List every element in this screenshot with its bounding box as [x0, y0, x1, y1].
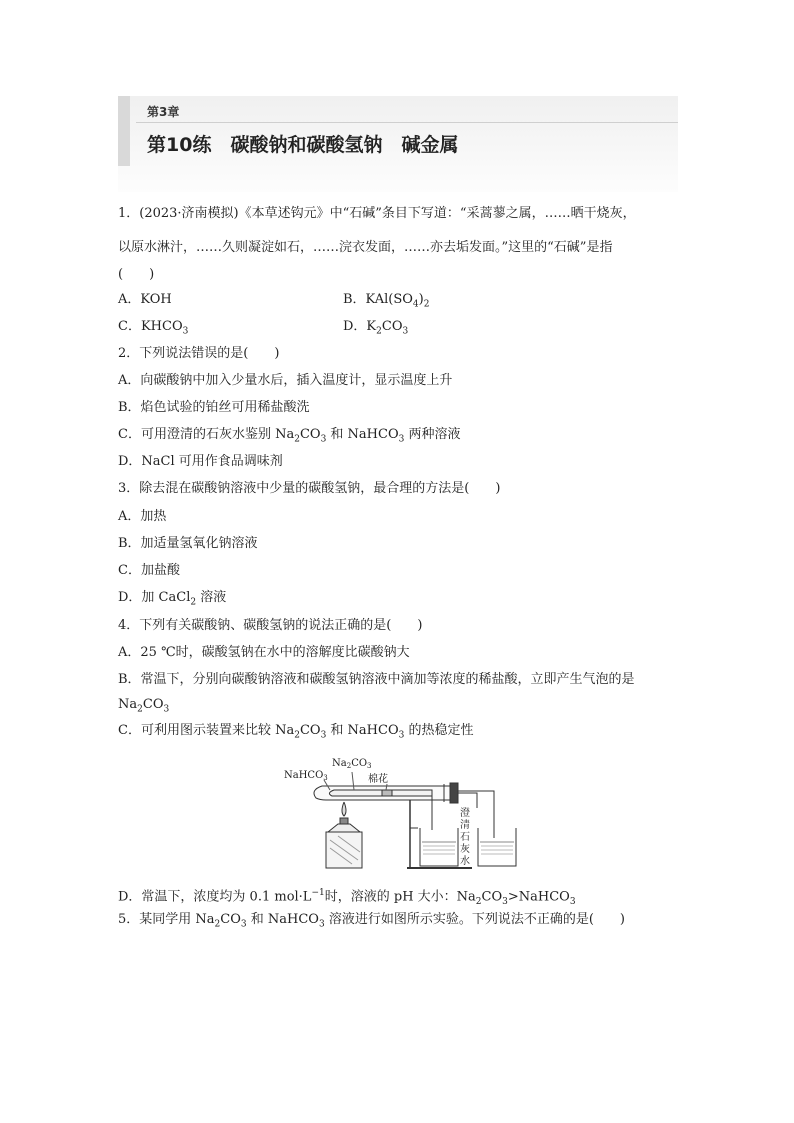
q3-option-c: C．加盐酸 [118, 563, 180, 578]
q4-option-a: A．25 ℃时，碳酸氢钠在水中的溶解度比碳酸钠大 [118, 645, 410, 660]
q3-stem: 3．除去混在碳酸钠溶液中少量的碳酸氢钠，最合理的方法是( ) [118, 481, 501, 496]
q1-line-3: ( ) [118, 267, 155, 282]
q1-option-c: C．$KHCO_3$ [118, 319, 189, 337]
q4-stem: 4．下列有关碳酸钠、碳酸氢钠的说法正确的是( ) [118, 618, 423, 633]
figure-label-limewater-3: 石 [460, 832, 470, 843]
q4-option-b-line-2: $Na_2CO_3$ [118, 697, 170, 715]
q5-stem: 5．某同学用 $Na_2CO_3$ 和 NaHCO$_3$ 溶液进行如图所示实验。下列说法不正确的是( ) [118, 912, 625, 930]
q2-option-b: B．焰色试验的铂丝可用稀盐酸洗 [118, 400, 310, 415]
q2-option-a: A．向碳酸钠中加入少量水后，插入温度计，显示温度上升 [118, 373, 453, 388]
figure-label-limewater-2: 清 [460, 820, 470, 831]
q3-option-b: B．加适量氢氧化钠溶液 [118, 536, 258, 551]
figure-label-cotton: 棉花 [368, 774, 388, 785]
q4-option-d: D．常温下，浓度均为 0.1 $mol\cdot L^{-1}$时，溶液的 pH 大小：$Na_2CO_3>NaHCO_3$ [118, 888, 576, 907]
figure-label-na2co3: $Na_2CO_3$ [332, 758, 372, 770]
header-divider [136, 122, 678, 123]
figure-label-limewater-1: 澄 [460, 808, 470, 819]
figure-label-limewater-4: 灰 [460, 844, 470, 855]
q1-option-b: B．$KAl(SO_4)_2$ [343, 292, 430, 310]
q1-line-1: 1．(2023·济南模拟)《本草述钩元》中“石碱”条目下写道：“采蒿蓼之属，……晒干烧灰， [118, 206, 636, 221]
figure-label-limewater-5: 水 [460, 856, 470, 867]
q3-option-a: A．加热 [118, 509, 167, 524]
chapter-label: 第3章 [147, 105, 180, 119]
q4-option-b-line-1: B．常温下，分别向碳酸钠溶液和碳酸氢钠溶液中滴加等浓度的稀盐酸，立即产生气泡的是 [118, 672, 635, 687]
header-accent-bar [118, 96, 130, 166]
q1-option-d: D．$K_2CO_3$ [343, 319, 409, 337]
q2-stem: 2．下列说法错误的是( ) [118, 346, 280, 361]
q1-option-a: A．KOH [118, 292, 172, 307]
thermal-stability-apparatus-figure [282, 750, 522, 872]
page-title: 第10练 碳酸钠和碳酸氢钠 碱金属 [147, 134, 459, 156]
q4-option-c: C．可利用图示装置来比较 $Na_2CO_3$ 和 NaHCO$_3$ 的热稳定性 [118, 723, 474, 741]
figure-label-nahco3: NaHCO$_3$ [284, 770, 328, 782]
q2-option-d: D．NaCl 可用作食品调味剂 [118, 454, 283, 469]
q1-line-2: 以原水淋汁，……久则凝淀如石，……浣衣发面，……亦去垢发面。”这里的“石碱”是指 [118, 240, 613, 255]
q2-option-c: C．可用澄清的石灰水鉴别 $Na_2CO_3$ 和 NaHCO$_3$ 两种溶液 [118, 427, 461, 445]
q3-option-d: D．加 CaCl$_2$ 溶液 [118, 590, 227, 608]
